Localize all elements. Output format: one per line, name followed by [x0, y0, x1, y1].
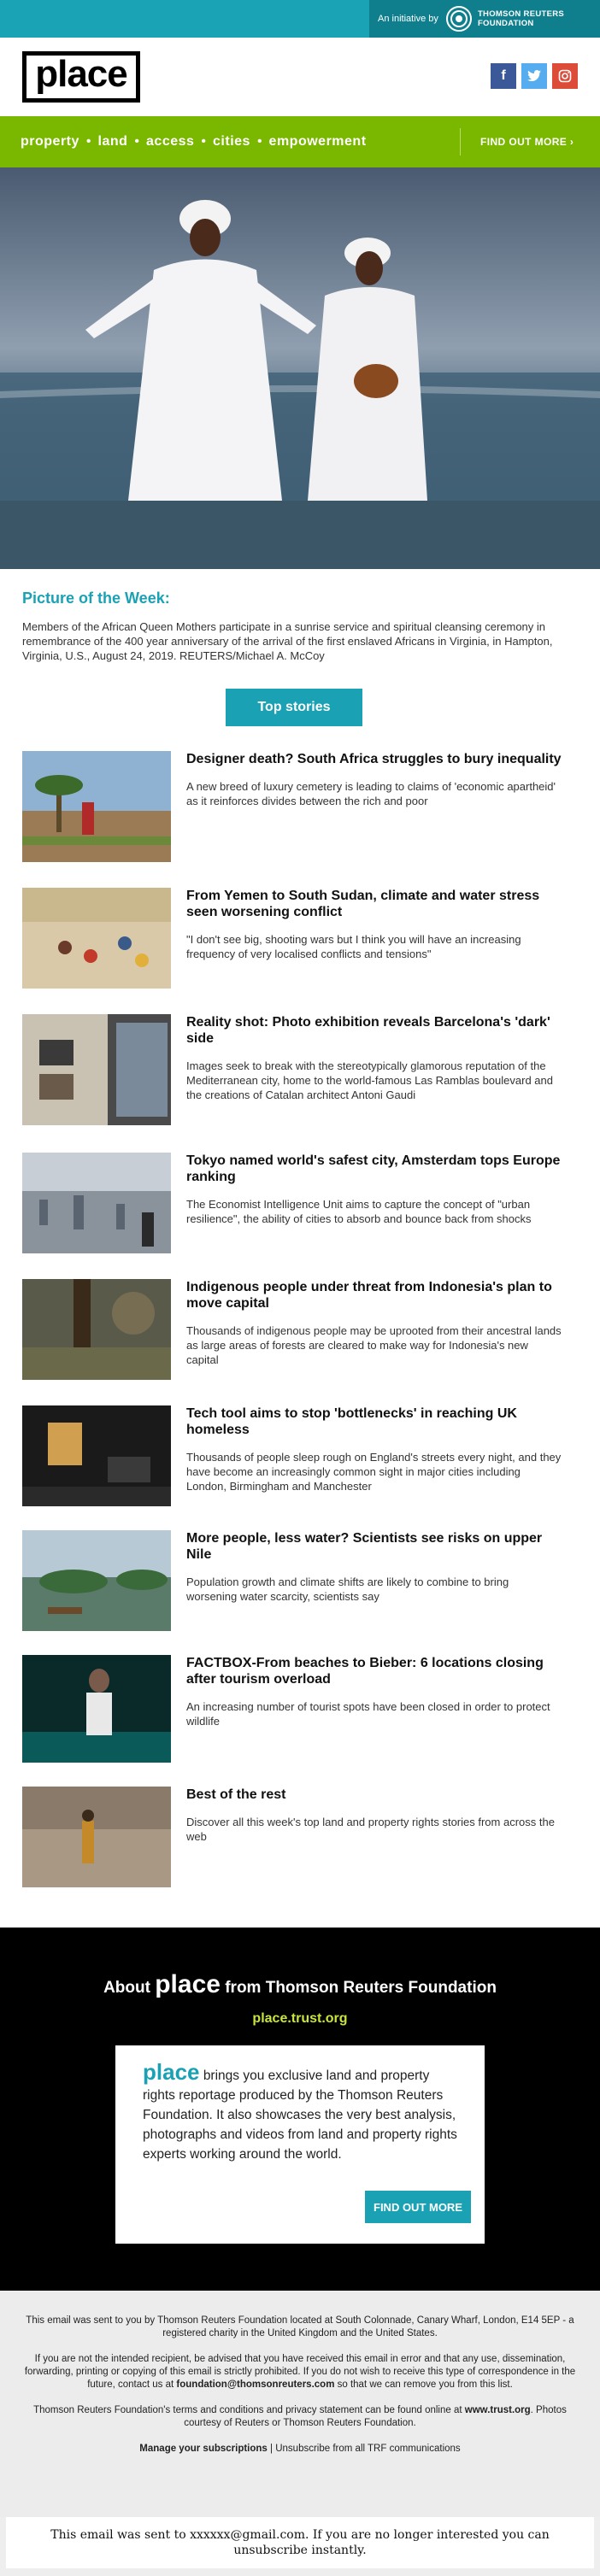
trf-name: THOMSON REUTERS FOUNDATION	[477, 9, 565, 28]
story-title[interactable]: Best of the rest	[186, 1787, 286, 1802]
about-description: place brings you exclusive land and property rights reportage produced by the Thomson Reuters Foundation. It also showcases the very best analysis, photographs and videos from land and property rights experts working around the world.	[143, 2059, 457, 2162]
place-site-link[interactable]: place.trust.org	[252, 2011, 348, 2026]
picture-of-week	[0, 569, 600, 684]
nav-item-empowerment[interactable]: empowerment	[268, 134, 367, 149]
hero-photo[interactable]	[0, 167, 600, 569]
story-item[interactable]	[22, 1530, 578, 1631]
story-thumbnail[interactable]	[22, 1153, 171, 1253]
nav-item-property[interactable]: property	[21, 134, 79, 149]
story-description: Discover all this week's top land and property rights stories from across the web	[186, 1816, 555, 1843]
story-item[interactable]	[22, 751, 578, 862]
story-description: Population growth and climate shifts are likely to combine to bring worsening water scarcity, scientists say	[186, 1576, 509, 1603]
trf-logo-icon	[445, 5, 473, 32]
story-thumbnail[interactable]	[22, 1014, 171, 1125]
story-thumbnail[interactable]	[22, 751, 171, 862]
find-out-more-button[interactable]: FIND OUT MORE	[365, 2191, 471, 2223]
story-description: "I don't see big, shooting wars but I think you will have an increasing frequency of very localised conflicts and tensions"	[186, 933, 521, 960]
story-thumbnail[interactable]	[22, 1279, 171, 1380]
story-title[interactable]: Reality shot: Photo exhibition reveals Barcelona's 'dark' side	[186, 1015, 550, 1046]
story-thumbnail[interactable]	[22, 1530, 171, 1631]
story-description: Images seek to break with the stereotypically glamorous reputation of the Mediterranean city, home to the world-famous Las Ramblas boulevard and the creations of Catalan architect Antoni Gaudi	[186, 1059, 553, 1101]
about-card	[115, 2045, 485, 2244]
picture-of-week-caption: Members of the African Queen Mothers participate in a sunrise service and spiritual cleansing ceremony in remembrance of the 400 year anniversary of the arrival of the first enslaved Africans in Virginia, in Hampton, Virginia, U.S., August 24, 2019. REUTERS/Michael A. McCoy	[22, 620, 553, 662]
story-thumbnail[interactable]	[22, 1655, 171, 1763]
top-stories-button[interactable]: Top stories	[226, 689, 362, 726]
unsubscribe-all-link[interactable]: Unsubscribe from all TRF communications	[275, 2444, 461, 2454]
footer-terms: Thomson Reuters Foundation's terms and conditions and privacy statement can be found online at www.trust.org. Photos courtesy of Reuters or Thomson Reuters Foundation.	[33, 2405, 567, 2428]
footer-notice: If you are not the intended recipient, be advised that you have received this email in error and that any use, dissemination, forwarding, printing or copying of this email is strictly prohibited. If you do not wish to receive this type of correspondence in the future, contact us at foundation@thomsonreuters.com so that we can remove you from this list.	[24, 2354, 576, 2390]
email-header	[0, 38, 600, 116]
story-thumbnail[interactable]	[22, 1405, 171, 1506]
story-thumbnail[interactable]	[22, 888, 171, 989]
story-title[interactable]: Designer death? South Africa struggles to bury inequality	[186, 752, 562, 766]
instagram-icon[interactable]	[552, 63, 578, 89]
unsubscribe-text[interactable]: This email was sent to xxxxxx@gmail.com. If you are no longer interested you can unsubscribe instantly.	[50, 2528, 550, 2557]
story-title[interactable]: FACTBOX-From beaches to Bieber: 6 locations closing after tourism overload	[186, 1656, 544, 1687]
nav-item-land[interactable]: land	[97, 134, 128, 149]
footer-address: This email was sent to you by Thomson Reuters Foundation located at South Colonnade, Canary Wharf, London, E14 5EP - a registered charity in the United Kingdom and the United States.	[26, 2315, 574, 2338]
story-description: The Economist Intelligence Unit aims to capture the concept of "urban resilience", the ability of cities to absorb and bounce back from shocks	[186, 1198, 532, 1225]
story-title[interactable]: More people, less water? Scientists see risks on upper Nile	[186, 1531, 543, 1562]
story-item[interactable]	[22, 1153, 578, 1253]
story-item[interactable]	[22, 888, 578, 989]
contact-email-link[interactable]: foundation@thomsonreuters.com	[176, 2379, 335, 2390]
topic-nav-bar	[0, 116, 600, 167]
story-description: An increasing number of tourist spots have been closed in order to protect wildlife	[186, 1700, 550, 1728]
footer	[0, 2291, 600, 2517]
manage-subscriptions-link[interactable]: Manage your subscriptions	[139, 2444, 268, 2454]
story-title[interactable]: Tech tool aims to stop 'bottlenecks' in reaching UK homeless	[186, 1406, 517, 1437]
story-title[interactable]: From Yemen to South Sudan, climate and water stress seen worsening conflict	[186, 889, 540, 919]
story-item[interactable]	[22, 1787, 578, 1887]
story-title[interactable]: Tokyo named world's safest city, Amsterdam tops Europe ranking	[186, 1153, 561, 1184]
story-thumbnail[interactable]	[22, 1787, 171, 1887]
initiative-banner[interactable]	[369, 0, 600, 38]
story-item[interactable]	[22, 1279, 578, 1380]
nav-separator: •	[201, 134, 207, 149]
nav-separator: •	[256, 134, 262, 149]
top-bar	[0, 0, 600, 38]
trust-org-link[interactable]: www.trust.org	[464, 2405, 531, 2415]
nav-item-access[interactable]: access	[146, 134, 195, 149]
place-logo[interactable]: place	[22, 51, 140, 103]
nav-item-cities[interactable]: cities	[213, 134, 250, 149]
initiative-label: An initiative by	[378, 14, 438, 24]
top-stories-section	[0, 684, 600, 1928]
picture-of-week-title: Picture of the Week:	[22, 590, 170, 607]
footer-subscription-links: Manage your subscriptions | Unsubscribe from all TRF communications	[139, 2444, 461, 2454]
story-item[interactable]	[22, 1014, 578, 1125]
about-title: About place from Thomson Reuters Foundation	[103, 1970, 497, 1998]
unsubscribe-bar	[6, 2517, 594, 2568]
story-description: A new breed of luxury cemetery is leading to claims of 'economic apartheid' as it reinforces divides between the rich and poor	[186, 780, 556, 807]
story-item[interactable]	[22, 1655, 578, 1763]
twitter-icon[interactable]	[521, 63, 547, 89]
find-out-more-link[interactable]: FIND OUT MORE ›	[480, 136, 574, 148]
facebook-icon[interactable]: f	[491, 63, 516, 89]
nav-divider	[460, 128, 461, 155]
story-title[interactable]: Indigenous people under threat from Indonesia's plan to move capital	[186, 1280, 552, 1311]
nav-separator: •	[85, 134, 91, 149]
nav-separator: •	[134, 134, 140, 149]
about-section	[0, 1928, 600, 2291]
story-description: Thousands of people sleep rough on England's streets every night, and they have become an increasingly common sight in major cities including London, Birmingham and Manchester	[186, 1451, 562, 1493]
story-item[interactable]	[22, 1405, 578, 1506]
story-description: Thousands of indigenous people may be uprooted from their ancestral lands as large areas of forests are cleared to make way for Indonesia's new capital	[186, 1324, 562, 1366]
